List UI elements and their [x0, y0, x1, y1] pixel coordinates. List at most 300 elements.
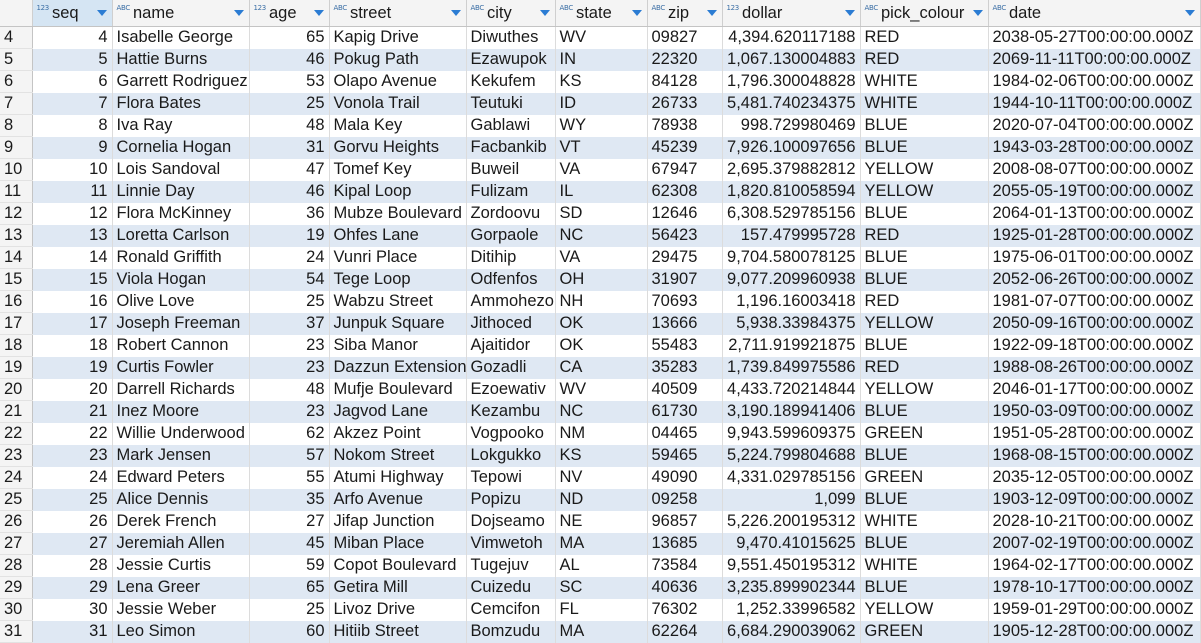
cell-dollar[interactable]: 1,820.810058594	[722, 181, 860, 203]
cell-zip[interactable]: 96857	[647, 511, 722, 533]
cell-city[interactable]: Kezambu	[466, 401, 555, 423]
cell-state[interactable]: OK	[555, 313, 647, 335]
cell-pick-colour[interactable]: RED	[860, 291, 988, 313]
cell-street[interactable]: Getira Mill	[329, 577, 466, 599]
table-row[interactable]	[0, 115, 1200, 137]
cell-state[interactable]: MA	[555, 533, 647, 555]
cell-dollar[interactable]: 9,704.580078125	[722, 247, 860, 269]
cell-street[interactable]: Kipal Loop	[329, 181, 466, 203]
cell-date[interactable]: 1951-05-28T00:00:00.000Z	[988, 423, 1200, 445]
cell-street[interactable]: Ohfes Lane	[329, 225, 466, 247]
cell-pick-colour[interactable]: BLUE	[860, 577, 988, 599]
cell-dollar[interactable]: 1,196.16003418	[722, 291, 860, 313]
cell-dollar[interactable]: 4,331.029785156	[722, 467, 860, 489]
cell-date[interactable]: 1975-06-01T00:00:00.000Z	[988, 247, 1200, 269]
table-row[interactable]	[0, 489, 1200, 511]
cell-city[interactable]: Zordoovu	[466, 203, 555, 225]
cell-name[interactable]: Derek French	[112, 511, 249, 533]
cell-street[interactable]: Miban Place	[329, 533, 466, 555]
table-row[interactable]	[0, 445, 1200, 467]
table-row[interactable]	[0, 159, 1200, 181]
cell-pick-colour[interactable]: BLUE	[860, 203, 988, 225]
cell-date[interactable]: 2035-12-05T00:00:00.000Z	[988, 467, 1200, 489]
cell-dollar[interactable]: 7,926.100097656	[722, 137, 860, 159]
cell-street[interactable]: Mubze Boulevard	[329, 203, 466, 225]
cell-name[interactable]: Iva Ray	[112, 115, 249, 137]
cell-name[interactable]: Isabelle George	[112, 27, 249, 49]
column-header-city[interactable]	[466, 0, 555, 27]
cell-date[interactable]: 1984-02-06T00:00:00.000Z	[988, 71, 1200, 93]
cell-dollar[interactable]: 4,433.720214844	[722, 379, 860, 401]
cell-street[interactable]: Mala Key	[329, 115, 466, 137]
cell-city[interactable]: Fulizam	[466, 181, 555, 203]
cell-street[interactable]: Akzez Point	[329, 423, 466, 445]
cell-seq[interactable]: 27	[32, 533, 112, 555]
cell-age[interactable]: 55	[249, 467, 329, 489]
cell-zip[interactable]: 84128	[647, 71, 722, 93]
cell-seq[interactable]: 13	[32, 225, 112, 247]
cell-state[interactable]: OH	[555, 269, 647, 291]
cell-seq[interactable]: 28	[32, 555, 112, 577]
cell-zip[interactable]: 40509	[647, 379, 722, 401]
table-row[interactable]	[0, 555, 1200, 577]
cell-date[interactable]: 2007-02-19T00:00:00.000Z	[988, 533, 1200, 555]
table-row[interactable]	[0, 423, 1200, 445]
table-row[interactable]	[0, 533, 1200, 555]
cell-date[interactable]: 2055-05-19T00:00:00.000Z	[988, 181, 1200, 203]
cell-seq[interactable]: 25	[32, 489, 112, 511]
cell-name[interactable]: Leo Simon	[112, 621, 249, 643]
cell-dollar[interactable]: 1,739.849975586	[722, 357, 860, 379]
table-row[interactable]	[0, 247, 1200, 269]
cell-dollar[interactable]: 3,235.899902344	[722, 577, 860, 599]
cell-seq[interactable]: 4	[32, 27, 112, 49]
row-number[interactable]: 17	[0, 313, 32, 335]
cell-seq[interactable]: 21	[32, 401, 112, 423]
table-row[interactable]	[0, 71, 1200, 93]
cell-street[interactable]: Wabzu Street	[329, 291, 466, 313]
cell-state[interactable]: NV	[555, 467, 647, 489]
cell-street[interactable]: Hitiib Street	[329, 621, 466, 643]
table-row[interactable]	[0, 335, 1200, 357]
cell-zip[interactable]: 59465	[647, 445, 722, 467]
cell-zip[interactable]: 55483	[647, 335, 722, 357]
row-number[interactable]: 25	[0, 489, 32, 511]
cell-street[interactable]: Kapig Drive	[329, 27, 466, 49]
dropdown-arrow-icon[interactable]	[540, 10, 550, 16]
cell-pick-colour[interactable]: YELLOW	[860, 159, 988, 181]
cell-city[interactable]: Gablawi	[466, 115, 555, 137]
cell-city[interactable]: Buweil	[466, 159, 555, 181]
cell-seq[interactable]: 30	[32, 599, 112, 621]
cell-name[interactable]: Cornelia Hogan	[112, 137, 249, 159]
table-row[interactable]	[0, 621, 1200, 643]
cell-city[interactable]: Ezoewativ	[466, 379, 555, 401]
row-number[interactable]: 20	[0, 379, 32, 401]
cell-date[interactable]: 1925-01-28T00:00:00.000Z	[988, 225, 1200, 247]
cell-name[interactable]: Jessie Curtis	[112, 555, 249, 577]
dropdown-arrow-icon[interactable]	[707, 10, 717, 16]
cell-age[interactable]: 23	[249, 335, 329, 357]
cell-age[interactable]: 25	[249, 291, 329, 313]
cell-date[interactable]: 1964-02-17T00:00:00.000Z	[988, 555, 1200, 577]
table-row[interactable]	[0, 27, 1200, 49]
cell-state[interactable]: NC	[555, 225, 647, 247]
cell-city[interactable]: Kekufem	[466, 71, 555, 93]
cell-zip[interactable]: 67947	[647, 159, 722, 181]
cell-seq[interactable]: 11	[32, 181, 112, 203]
column-header-dollar[interactable]	[722, 0, 860, 27]
column-header-state[interactable]	[555, 0, 647, 27]
row-number[interactable]: 16	[0, 291, 32, 313]
cell-dollar[interactable]: 3,190.189941406	[722, 401, 860, 423]
cell-pick-colour[interactable]: BLUE	[860, 137, 988, 159]
cell-state[interactable]: ID	[555, 93, 647, 115]
cell-date[interactable]: 1922-09-18T00:00:00.000Z	[988, 335, 1200, 357]
cell-pick-colour[interactable]: RED	[860, 357, 988, 379]
cell-state[interactable]: VT	[555, 137, 647, 159]
cell-age[interactable]: 25	[249, 93, 329, 115]
cell-state[interactable]: AL	[555, 555, 647, 577]
cell-date[interactable]: 1978-10-17T00:00:00.000Z	[988, 577, 1200, 599]
cell-street[interactable]: Dazzun Extension	[329, 357, 466, 379]
cell-age[interactable]: 46	[249, 181, 329, 203]
cell-pick-colour[interactable]: BLUE	[860, 401, 988, 423]
row-number[interactable]: 9	[0, 137, 32, 159]
cell-city[interactable]: Gorpaole	[466, 225, 555, 247]
cell-dollar[interactable]: 157.479995728	[722, 225, 860, 247]
cell-date[interactable]: 2028-10-21T00:00:00.000Z	[988, 511, 1200, 533]
cell-city[interactable]: Tepowi	[466, 467, 555, 489]
cell-zip[interactable]: 09827	[647, 27, 722, 49]
cell-age[interactable]: 24	[249, 247, 329, 269]
cell-name[interactable]: Curtis Fowler	[112, 357, 249, 379]
table-row[interactable]	[0, 137, 1200, 159]
dropdown-arrow-icon[interactable]	[1185, 10, 1195, 16]
cell-pick-colour[interactable]: BLUE	[860, 445, 988, 467]
cell-age[interactable]: 31	[249, 137, 329, 159]
row-number[interactable]: 10	[0, 159, 32, 181]
cell-pick-colour[interactable]: BLUE	[860, 115, 988, 137]
cell-name[interactable]: Darrell Richards	[112, 379, 249, 401]
cell-pick-colour[interactable]: YELLOW	[860, 599, 988, 621]
row-number[interactable]: 11	[0, 181, 32, 203]
cell-pick-colour[interactable]: WHITE	[860, 71, 988, 93]
cell-name[interactable]: Edward Peters	[112, 467, 249, 489]
cell-age[interactable]: 60	[249, 621, 329, 643]
cell-street[interactable]: Siba Manor	[329, 335, 466, 357]
table-row[interactable]	[0, 577, 1200, 599]
cell-city[interactable]: Tugejuv	[466, 555, 555, 577]
table-row[interactable]	[0, 269, 1200, 291]
cell-pick-colour[interactable]: WHITE	[860, 93, 988, 115]
cell-date[interactable]: 1981-07-07T00:00:00.000Z	[988, 291, 1200, 313]
cell-name[interactable]: Linnie Day	[112, 181, 249, 203]
cell-city[interactable]: Teutuki	[466, 93, 555, 115]
cell-dollar[interactable]: 5,938.33984375	[722, 313, 860, 335]
cell-street[interactable]: Jagvod Lane	[329, 401, 466, 423]
cell-name[interactable]: Flora McKinney	[112, 203, 249, 225]
cell-street[interactable]: Mufje Boulevard	[329, 379, 466, 401]
cell-age[interactable]: 46	[249, 49, 329, 71]
row-number[interactable]: 24	[0, 467, 32, 489]
cell-city[interactable]: Gozadli	[466, 357, 555, 379]
cell-city[interactable]: Lokgukko	[466, 445, 555, 467]
cell-pick-colour[interactable]: RED	[860, 27, 988, 49]
row-number[interactable]: 22	[0, 423, 32, 445]
table-row[interactable]	[0, 49, 1200, 71]
cell-pick-colour[interactable]: BLUE	[860, 533, 988, 555]
cell-name[interactable]: Inez Moore	[112, 401, 249, 423]
cell-age[interactable]: 47	[249, 159, 329, 181]
row-number[interactable]: 31	[0, 621, 32, 643]
row-number[interactable]: 28	[0, 555, 32, 577]
cell-age[interactable]: 54	[249, 269, 329, 291]
cell-seq[interactable]: 22	[32, 423, 112, 445]
cell-seq[interactable]: 20	[32, 379, 112, 401]
cell-date[interactable]: 1959-01-29T00:00:00.000Z	[988, 599, 1200, 621]
row-number[interactable]: 27	[0, 533, 32, 555]
cell-city[interactable]: Ammohezo	[466, 291, 555, 313]
cell-age[interactable]: 59	[249, 555, 329, 577]
cell-zip[interactable]: 26733	[647, 93, 722, 115]
cell-state[interactable]: CA	[555, 357, 647, 379]
cell-pick-colour[interactable]: GREEN	[860, 423, 988, 445]
cell-street[interactable]: Pokug Path	[329, 49, 466, 71]
cell-zip[interactable]: 61730	[647, 401, 722, 423]
dropdown-arrow-icon[interactable]	[97, 10, 107, 16]
column-header-age[interactable]	[249, 0, 329, 27]
cell-state[interactable]: KS	[555, 445, 647, 467]
cell-pick-colour[interactable]: YELLOW	[860, 379, 988, 401]
row-number[interactable]: 23	[0, 445, 32, 467]
cell-dollar[interactable]: 9,943.599609375	[722, 423, 860, 445]
cell-street[interactable]: Olapo Avenue	[329, 71, 466, 93]
cell-city[interactable]: Cemcifon	[466, 599, 555, 621]
cell-dollar[interactable]: 6,684.290039062	[722, 621, 860, 643]
cell-zip[interactable]: 62308	[647, 181, 722, 203]
cell-age[interactable]: 45	[249, 533, 329, 555]
cell-date[interactable]: 1950-03-09T00:00:00.000Z	[988, 401, 1200, 423]
cell-age[interactable]: 25	[249, 599, 329, 621]
column-header-date[interactable]	[988, 0, 1200, 27]
cell-name[interactable]: Lois Sandoval	[112, 159, 249, 181]
table-row[interactable]	[0, 511, 1200, 533]
cell-state[interactable]: SD	[555, 203, 647, 225]
cell-name[interactable]: Willie Underwood	[112, 423, 249, 445]
cell-street[interactable]: Tege Loop	[329, 269, 466, 291]
cell-dollar[interactable]: 1,067.130004883	[722, 49, 860, 71]
dropdown-arrow-icon[interactable]	[973, 10, 983, 16]
cell-street[interactable]: Vunri Place	[329, 247, 466, 269]
cell-seq[interactable]: 8	[32, 115, 112, 137]
cell-seq[interactable]: 17	[32, 313, 112, 335]
cell-date[interactable]: 2046-01-17T00:00:00.000Z	[988, 379, 1200, 401]
row-number[interactable]: 7	[0, 93, 32, 115]
dropdown-arrow-icon[interactable]	[314, 10, 324, 16]
cell-seq[interactable]: 23	[32, 445, 112, 467]
cell-state[interactable]: WV	[555, 379, 647, 401]
cell-state[interactable]: MA	[555, 621, 647, 643]
cell-city[interactable]: Diwuthes	[466, 27, 555, 49]
cell-pick-colour[interactable]: GREEN	[860, 467, 988, 489]
cell-zip[interactable]: 62264	[647, 621, 722, 643]
cell-dollar[interactable]: 2,711.919921875	[722, 335, 860, 357]
cell-street[interactable]: Tomef Key	[329, 159, 466, 181]
cell-date[interactable]: 2020-07-04T00:00:00.000Z	[988, 115, 1200, 137]
cell-age[interactable]: 35	[249, 489, 329, 511]
column-header-seq[interactable]	[32, 0, 112, 27]
cell-city[interactable]: Ditihip	[466, 247, 555, 269]
cell-pick-colour[interactable]: BLUE	[860, 489, 988, 511]
cell-zip[interactable]: 13666	[647, 313, 722, 335]
cell-street[interactable]: Jifap Junction	[329, 511, 466, 533]
cell-zip[interactable]: 22320	[647, 49, 722, 71]
cell-pick-colour[interactable]: YELLOW	[860, 181, 988, 203]
cell-zip[interactable]: 04465	[647, 423, 722, 445]
cell-name[interactable]: Olive Love	[112, 291, 249, 313]
cell-pick-colour[interactable]: WHITE	[860, 555, 988, 577]
dropdown-arrow-icon[interactable]	[451, 10, 461, 16]
cell-state[interactable]: SC	[555, 577, 647, 599]
cell-street[interactable]: Arfo Avenue	[329, 489, 466, 511]
cell-age[interactable]: 57	[249, 445, 329, 467]
cell-date[interactable]: 2008-08-07T00:00:00.000Z	[988, 159, 1200, 181]
cell-pick-colour[interactable]: BLUE	[860, 335, 988, 357]
cell-name[interactable]: Jeremiah Allen	[112, 533, 249, 555]
cell-dollar[interactable]: 1,252.33996582	[722, 599, 860, 621]
cell-date[interactable]: 2052-06-26T00:00:00.000Z	[988, 269, 1200, 291]
cell-zip[interactable]: 76302	[647, 599, 722, 621]
cell-name[interactable]: Garrett Rodriguez	[112, 71, 249, 93]
cell-state[interactable]: NE	[555, 511, 647, 533]
table-row[interactable]	[0, 599, 1200, 621]
cell-age[interactable]: 53	[249, 71, 329, 93]
column-header-street[interactable]	[329, 0, 466, 27]
cell-seq[interactable]: 6	[32, 71, 112, 93]
cell-seq[interactable]: 29	[32, 577, 112, 599]
row-number[interactable]: 15	[0, 269, 32, 291]
cell-name[interactable]: Mark Jensen	[112, 445, 249, 467]
cell-zip[interactable]: 35283	[647, 357, 722, 379]
cell-seq[interactable]: 24	[32, 467, 112, 489]
row-number[interactable]: 6	[0, 71, 32, 93]
cell-pick-colour[interactable]: WHITE	[860, 511, 988, 533]
cell-dollar[interactable]: 4,394.620117188	[722, 27, 860, 49]
cell-state[interactable]: NH	[555, 291, 647, 313]
cell-street[interactable]: Nokom Street	[329, 445, 466, 467]
row-number[interactable]: 8	[0, 115, 32, 137]
cell-dollar[interactable]: 1,796.300048828	[722, 71, 860, 93]
dropdown-arrow-icon[interactable]	[845, 10, 855, 16]
cell-name[interactable]: Joseph Freeman	[112, 313, 249, 335]
cell-date[interactable]: 1943-03-28T00:00:00.000Z	[988, 137, 1200, 159]
cell-city[interactable]: Popizu	[466, 489, 555, 511]
table-row[interactable]	[0, 181, 1200, 203]
cell-pick-colour[interactable]: BLUE	[860, 269, 988, 291]
cell-pick-colour[interactable]: RED	[860, 225, 988, 247]
cell-seq[interactable]: 26	[32, 511, 112, 533]
cell-date[interactable]: 2038-05-27T00:00:00.000Z	[988, 27, 1200, 49]
cell-street[interactable]: Gorvu Heights	[329, 137, 466, 159]
cell-seq[interactable]: 15	[32, 269, 112, 291]
cell-date[interactable]: 2064-01-13T00:00:00.000Z	[988, 203, 1200, 225]
table-row[interactable]	[0, 467, 1200, 489]
cell-age[interactable]: 48	[249, 115, 329, 137]
table-row[interactable]	[0, 225, 1200, 247]
cell-dollar[interactable]: 2,695.379882812	[722, 159, 860, 181]
column-header-zip[interactable]	[647, 0, 722, 27]
cell-seq[interactable]: 9	[32, 137, 112, 159]
cell-street[interactable]: Vonola Trail	[329, 93, 466, 115]
cell-dollar[interactable]: 998.729980469	[722, 115, 860, 137]
cell-pick-colour[interactable]: YELLOW	[860, 313, 988, 335]
cell-age[interactable]: 19	[249, 225, 329, 247]
cell-city[interactable]: Vimwetoh	[466, 533, 555, 555]
cell-state[interactable]: VA	[555, 159, 647, 181]
cell-seq[interactable]: 7	[32, 93, 112, 115]
cell-name[interactable]: Flora Bates	[112, 93, 249, 115]
cell-date[interactable]: 2050-09-16T00:00:00.000Z	[988, 313, 1200, 335]
cell-age[interactable]: 48	[249, 379, 329, 401]
cell-dollar[interactable]: 9,551.450195312	[722, 555, 860, 577]
cell-zip[interactable]: 29475	[647, 247, 722, 269]
row-number[interactable]: 14	[0, 247, 32, 269]
column-header-pick-colour[interactable]	[860, 0, 988, 27]
cell-zip[interactable]: 09258	[647, 489, 722, 511]
cell-city[interactable]: Dojseamo	[466, 511, 555, 533]
cell-zip[interactable]: 78938	[647, 115, 722, 137]
row-number[interactable]: 26	[0, 511, 32, 533]
dropdown-arrow-icon[interactable]	[632, 10, 642, 16]
cell-date[interactable]: 2069-11-11T00:00:00.000Z	[988, 49, 1200, 71]
cell-street[interactable]: Copot Boulevard	[329, 555, 466, 577]
cell-street[interactable]: Livoz Drive	[329, 599, 466, 621]
cell-seq[interactable]: 19	[32, 357, 112, 379]
row-number[interactable]: 18	[0, 335, 32, 357]
cell-state[interactable]: KS	[555, 71, 647, 93]
row-number[interactable]: 5	[0, 49, 32, 71]
cell-street[interactable]: Junpuk Square	[329, 313, 466, 335]
cell-seq[interactable]: 12	[32, 203, 112, 225]
cell-name[interactable]: Loretta Carlson	[112, 225, 249, 247]
cell-age[interactable]: 65	[249, 27, 329, 49]
cell-zip[interactable]: 49090	[647, 467, 722, 489]
cell-state[interactable]: IL	[555, 181, 647, 203]
cell-street[interactable]: Atumi Highway	[329, 467, 466, 489]
row-number[interactable]: 4	[0, 27, 32, 49]
cell-pick-colour[interactable]: BLUE	[860, 247, 988, 269]
cell-seq[interactable]: 5	[32, 49, 112, 71]
cell-city[interactable]: Bomzudu	[466, 621, 555, 643]
cell-seq[interactable]: 18	[32, 335, 112, 357]
dropdown-arrow-icon[interactable]	[234, 10, 244, 16]
cell-dollar[interactable]: 9,470.41015625	[722, 533, 860, 555]
cell-zip[interactable]: 56423	[647, 225, 722, 247]
cell-state[interactable]: NC	[555, 401, 647, 423]
cell-state[interactable]: ND	[555, 489, 647, 511]
cell-city[interactable]: Ajaitidor	[466, 335, 555, 357]
cell-city[interactable]: Facbankib	[466, 137, 555, 159]
cell-city[interactable]: Odfenfos	[466, 269, 555, 291]
cell-seq[interactable]: 31	[32, 621, 112, 643]
cell-dollar[interactable]: 5,224.799804688	[722, 445, 860, 467]
cell-seq[interactable]: 16	[32, 291, 112, 313]
cell-dollar[interactable]: 5,226.200195312	[722, 511, 860, 533]
cell-state[interactable]: WY	[555, 115, 647, 137]
cell-name[interactable]: Robert Cannon	[112, 335, 249, 357]
table-row[interactable]	[0, 93, 1200, 115]
